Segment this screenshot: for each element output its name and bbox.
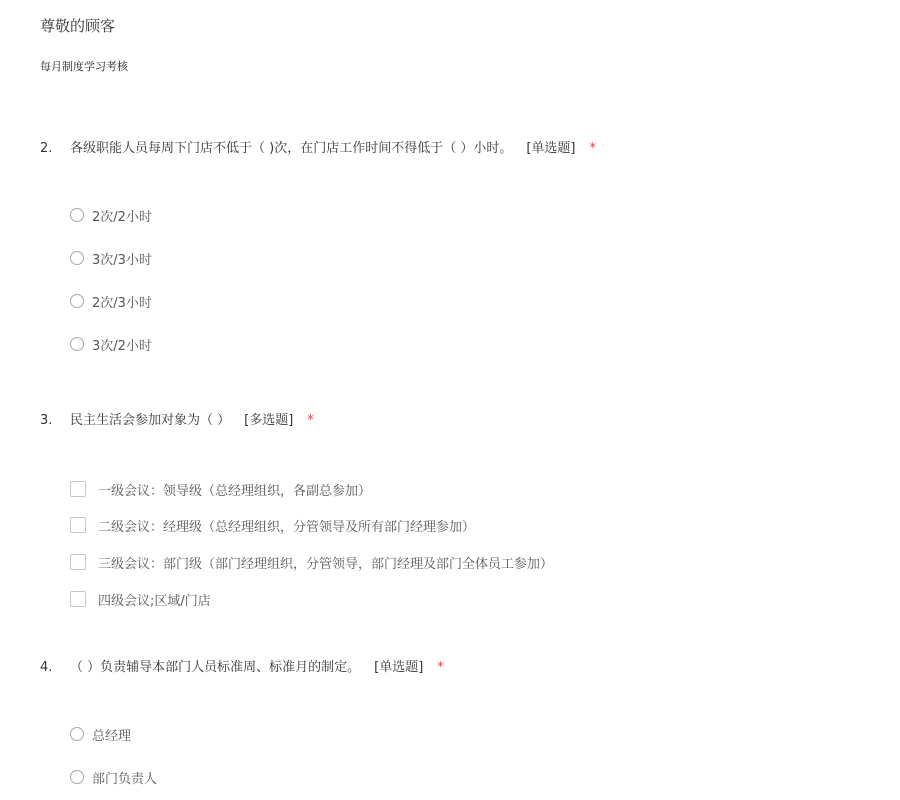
question-number: 3. xyxy=(40,413,53,428)
question-number: 4. xyxy=(40,660,53,675)
question-type: [多选题] xyxy=(244,413,294,428)
checkbox[interactable] xyxy=(70,591,86,607)
option-label: 2次/2小时 xyxy=(92,209,152,225)
required-mark: * xyxy=(437,660,444,675)
required-mark: * xyxy=(307,413,314,428)
radio-option[interactable] xyxy=(70,292,152,310)
question-text: （ ）负责辅导本部门人员标准周、标准月的制定。 xyxy=(70,660,361,675)
radio-button[interactable] xyxy=(70,770,84,784)
radio-option[interactable] xyxy=(70,725,131,743)
question-type: [单选题] xyxy=(526,141,576,156)
checkbox-option[interactable] xyxy=(70,553,553,571)
option-label: 总经理 xyxy=(92,728,132,744)
question-text: 民主生活会参加对象为（ ） xyxy=(70,413,231,428)
radio-button[interactable] xyxy=(70,251,84,265)
checkbox-option[interactable] xyxy=(70,480,371,498)
question-title xyxy=(40,137,596,156)
radio-button[interactable] xyxy=(70,727,84,741)
option-label: 三级会议：部门级（部门经理组织，分管领导，部门经理及部门全体员工参加） xyxy=(98,556,554,572)
question-number: 2. xyxy=(40,141,53,156)
option-label: 二级会议：经理级（总经理组织，分管领导及所有部门经理参加） xyxy=(98,519,476,535)
checkbox-option[interactable] xyxy=(70,590,211,608)
radio-option[interactable] xyxy=(70,249,152,267)
option-label: 部门负责人 xyxy=(92,771,158,787)
option-label: 3次/2小时 xyxy=(92,338,152,354)
radio-option[interactable] xyxy=(70,768,157,786)
greeting: 尊敬的顾客 xyxy=(40,17,116,35)
checkbox[interactable] xyxy=(70,481,86,497)
checkbox[interactable] xyxy=(70,517,86,533)
question-title xyxy=(40,656,444,675)
radio-button[interactable] xyxy=(70,294,84,308)
radio-option[interactable] xyxy=(70,206,152,224)
option-label: 一级会议：领导级（总经理组织，各副总参加） xyxy=(98,483,372,499)
survey-title: 每月制度学习考核 xyxy=(40,60,128,73)
radio-button[interactable] xyxy=(70,337,84,351)
option-label: 2次/3小时 xyxy=(92,295,152,311)
question-title xyxy=(40,409,314,428)
radio-button[interactable] xyxy=(70,208,84,222)
question-text: 各级职能人员每周下门店不低于（ )次，在门店工作时间不得低于（ ）小时。 xyxy=(70,141,513,156)
option-label: 四级会议;区域/门店 xyxy=(98,593,211,609)
option-label: 3次/3小时 xyxy=(92,252,152,268)
required-mark: * xyxy=(589,141,596,156)
radio-option[interactable] xyxy=(70,335,152,353)
question-type: [单选题] xyxy=(374,660,424,675)
checkbox[interactable] xyxy=(70,554,86,570)
checkbox-option[interactable] xyxy=(70,516,475,534)
